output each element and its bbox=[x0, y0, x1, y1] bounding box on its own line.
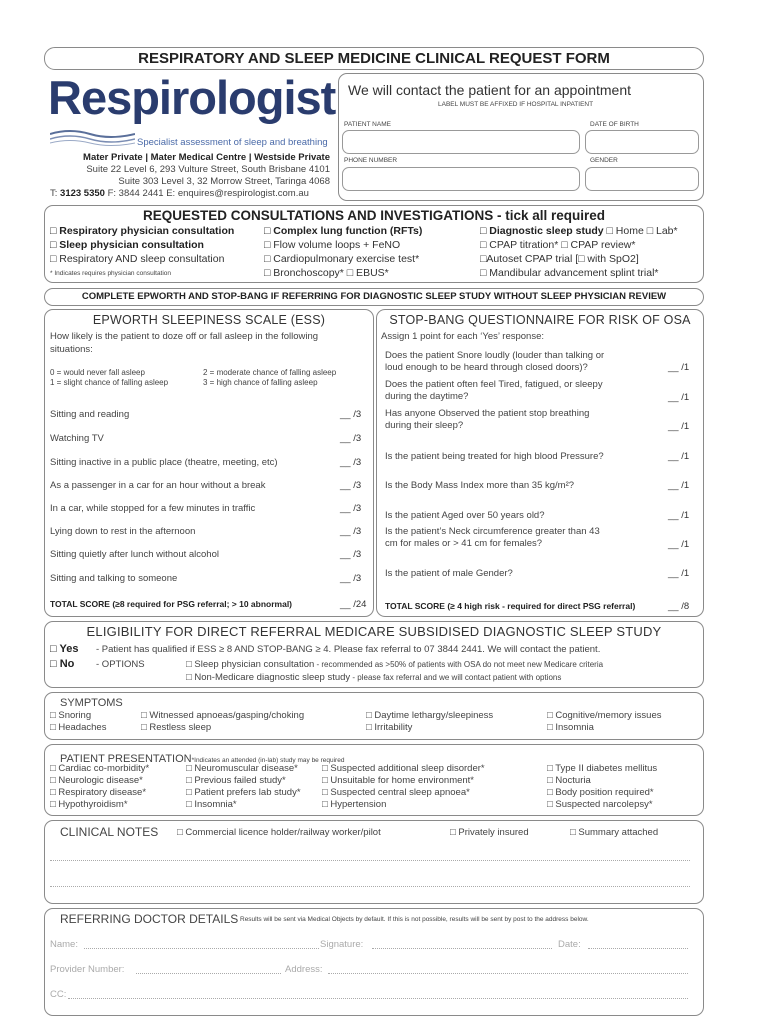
doctor-date-field[interactable] bbox=[588, 948, 688, 949]
notes-line[interactable] bbox=[50, 860, 690, 861]
doctor-note: Results will be sent via Medical Objects by default. If this is not possible, results will be sent by post to the address below. bbox=[240, 916, 589, 923]
presentation-item[interactable]: □ Previous failed study* bbox=[186, 775, 286, 786]
symptom-item[interactable]: □ Headaches bbox=[50, 722, 107, 733]
symptom-item[interactable]: □ Daytime lethargy/sleepiness bbox=[366, 710, 494, 721]
notes-line[interactable] bbox=[50, 886, 690, 887]
sb-score[interactable]: __ /1 bbox=[668, 568, 690, 579]
provider-label: Provider Number: bbox=[50, 964, 125, 975]
notes-option-commercial[interactable]: □ Commercial licence holder/railway worker/pilot bbox=[177, 827, 381, 838]
doctor-signature-field[interactable] bbox=[372, 948, 552, 949]
ess-item: Sitting quietly after lunch without alcohol bbox=[50, 549, 219, 560]
sb-question: Is the patient’s Neck circumference greater than 43 cm for males or > 41 cm for females? bbox=[385, 526, 600, 549]
patient-name-field[interactable] bbox=[342, 130, 580, 154]
ess-item: Sitting inactive in a public place (theatre, meeting, etc) bbox=[50, 457, 278, 468]
presentation-item[interactable]: □ Body position required* bbox=[547, 787, 654, 798]
req-note: * Indicates requires physician consultation bbox=[50, 270, 172, 277]
clinic-locations: Mater Private | Mater Medical Centre | Westside Private bbox=[83, 152, 330, 163]
presentation-item[interactable]: □ Type II diabetes mellitus bbox=[547, 763, 658, 774]
symptom-item[interactable]: □ Irritability bbox=[366, 722, 413, 733]
stopbang-title: STOP-BANG QUESTIONNAIRE FOR RISK OF OSA bbox=[389, 313, 691, 327]
ess-score[interactable]: __ /3 bbox=[340, 409, 362, 420]
req-bronch[interactable]: □ Bronchoscopy* □ EBUS* bbox=[264, 267, 389, 279]
sb-question: Is the patient Aged over 50 years old? bbox=[385, 510, 545, 521]
req-respiratory[interactable]: □ Respiratory physician consultation bbox=[50, 225, 235, 237]
req-both[interactable]: □ Respiratory AND sleep consultation bbox=[50, 253, 225, 265]
eligibility-title: ELIGIBILITY FOR DIRECT REFERRAL MEDICARE SUBSIDISED DIAGNOSTIC SLEEP STUDY bbox=[86, 624, 662, 639]
logo bbox=[48, 70, 335, 125]
page-title: RESPIRATORY AND SLEEP MEDICINE CLINICAL REQUEST FORM bbox=[138, 50, 610, 67]
ess-total-score[interactable]: __ /24 bbox=[340, 599, 367, 610]
req-cpet[interactable]: □ Cardiopulmonary exercise test* bbox=[264, 253, 420, 265]
sb-question: Does the patient Snore loudly (louder than talking or loud enough to be heard through closed doors)? bbox=[385, 350, 605, 373]
presentation-item[interactable]: □ Hypertension bbox=[322, 799, 387, 810]
ess-total-label: TOTAL SCORE (≥8 required for PSG referral; > 10 abnormal) bbox=[50, 599, 293, 609]
address-label: Address: bbox=[285, 964, 323, 975]
symptom-item[interactable]: □ Insomnia bbox=[547, 722, 594, 733]
doctor-name-label: Name: bbox=[50, 939, 78, 950]
symptom-item[interactable]: □ Cognitive/memory issues bbox=[547, 710, 662, 721]
presentation-item[interactable]: □ Neuromuscular disease* bbox=[186, 763, 298, 774]
presentation-title: PATIENT PRESENTATION*Indicates an attended (in-lab) study may be required bbox=[60, 753, 345, 765]
elig-no-text: - OPTIONS bbox=[96, 659, 145, 670]
ess-key-0: 0 = would never fall asleep bbox=[50, 368, 145, 377]
ess-score[interactable]: __ /3 bbox=[340, 433, 362, 444]
doctor-title: REFERRING DOCTOR DETAILS bbox=[60, 912, 239, 926]
sb-score[interactable]: __ /1 bbox=[668, 510, 690, 521]
clinic-address-1: Suite 22 Level 6, 293 Vulture Street, South Brisbane 4101 bbox=[86, 164, 330, 175]
elig-yes[interactable]: □ Yes bbox=[50, 643, 79, 655]
dob-label: DATE OF BIRTH bbox=[590, 121, 639, 128]
ess-score[interactable]: __ /3 bbox=[340, 526, 362, 537]
presentation-item[interactable]: □ Insomnia* bbox=[186, 799, 237, 810]
presentation-item[interactable]: □ Nocturia bbox=[547, 775, 591, 786]
presentation-item[interactable]: □ Unsuitable for home environment* bbox=[322, 775, 475, 786]
sb-score[interactable]: __ /1 bbox=[668, 539, 690, 550]
phone-field[interactable] bbox=[342, 167, 580, 191]
provider-field[interactable] bbox=[136, 973, 281, 974]
ess-item: As a passenger in a car for an hour without a break bbox=[50, 480, 266, 491]
elig-yes-text: - Patient has qualified if ESS ≥ 8 AND STOP-BANG ≥ 4. Please fax referral to 07 3844 2441. We will contact the patient. bbox=[96, 644, 601, 655]
symptom-item[interactable]: □ Restless sleep bbox=[141, 722, 212, 733]
logo-tagline: Specialist assessment of sleep and breathing bbox=[137, 137, 328, 148]
req-mas[interactable]: □ Mandibular advancement splint trial* bbox=[480, 267, 659, 279]
gender-field[interactable] bbox=[585, 167, 699, 191]
sb-score[interactable]: __ /1 bbox=[668, 421, 690, 432]
banner: COMPLETE EPWORTH AND STOP-BANG IF REFERRING FOR DIAGNOSTIC SLEEP STUDY WITHOUT SLEEP PHYSICIAN REVIEW bbox=[81, 291, 667, 302]
ess-item: In a car, while stopped for a few minutes in traffic bbox=[50, 503, 256, 514]
ess-score[interactable]: __ /3 bbox=[340, 457, 362, 468]
sb-question: Is the patient of male Gender? bbox=[385, 568, 513, 579]
req-cpap[interactable]: □ CPAP titration* □ CPAP review* bbox=[480, 239, 636, 251]
sb-score[interactable]: __ /1 bbox=[668, 392, 690, 403]
presentation-item[interactable]: □ Cardiac co-morbidity* bbox=[50, 763, 150, 774]
req-diag-sleep[interactable]: □ Diagnostic sleep study □ Home □ Lab* bbox=[480, 225, 678, 237]
clinic-contact: T: 3123 5350 F: 3844 2441 E: enquires@respirologist.com.au bbox=[50, 188, 309, 199]
sb-question: Is the patient being treated for high blood Pressure? bbox=[385, 451, 604, 462]
notes-title: CLINICAL NOTES bbox=[60, 825, 159, 839]
notes-option-insured[interactable]: □ Privately insured bbox=[450, 827, 529, 838]
sb-question: Is the Body Mass Index more than 35 kg/m²? bbox=[385, 480, 575, 491]
ess-item: Sitting and reading bbox=[50, 409, 130, 420]
ess-item: Lying down to rest in the afternoon bbox=[50, 526, 196, 537]
label-note: LABEL MUST BE AFFIXED IF HOSPITAL INPATIENT bbox=[438, 101, 594, 108]
presentation-item[interactable]: □ Hypothyroidism* bbox=[50, 799, 128, 810]
ess-score[interactable]: __ /3 bbox=[340, 480, 362, 491]
cc-field[interactable] bbox=[68, 998, 688, 999]
elig-option-1[interactable]: □ Sleep physician consultation - recommended as >50% of patients with OSA do not meet new Medicare criteria bbox=[186, 659, 604, 670]
clinic-address-2: Suite 303 Level 3, 32 Morrow Street, Taringa 4068 bbox=[118, 176, 330, 187]
sb-question: Does the patient often feel Tired, fatigued, or sleepy during the daytime? bbox=[385, 379, 603, 402]
ess-item: Sitting and talking to someone bbox=[50, 573, 178, 584]
notes-option-summary[interactable]: □ Summary attached bbox=[570, 827, 659, 838]
ess-intro-2: situations: bbox=[50, 344, 93, 355]
phone-label: PHONE NUMBER bbox=[344, 157, 398, 164]
req-autoset[interactable]: □Autoset CPAP trial [□ with SpO2] bbox=[480, 253, 639, 265]
sb-total-score[interactable]: __ /8 bbox=[668, 601, 690, 612]
logo-brand: Respirologist bbox=[48, 71, 336, 124]
presentation-item[interactable]: □ Neurologic disease* bbox=[50, 775, 143, 786]
req-flow[interactable]: □ Flow volume loops + FeNO bbox=[264, 239, 401, 251]
ess-title: EPWORTH SLEEPINESS SCALE (ESS) bbox=[92, 313, 326, 327]
gender-label: GENDER bbox=[590, 157, 618, 164]
dob-field[interactable] bbox=[585, 130, 699, 154]
ess-key-2: 2 = moderate chance of falling asleep bbox=[203, 368, 337, 377]
sb-score[interactable]: __ /1 bbox=[668, 362, 690, 373]
symptom-item[interactable]: □ Snoring bbox=[50, 710, 92, 721]
ess-score[interactable]: __ /3 bbox=[340, 503, 362, 514]
elig-no[interactable]: □ No bbox=[50, 658, 75, 670]
ess-item: Watching TV bbox=[50, 433, 104, 444]
sb-score[interactable]: __ /1 bbox=[668, 480, 690, 491]
logo-wave-icon bbox=[50, 128, 135, 146]
patient-name-label: PATIENT NAME bbox=[344, 121, 391, 128]
address-field[interactable] bbox=[328, 973, 688, 974]
doctor-signature-label: Signature: bbox=[320, 939, 364, 950]
doctor-name-field[interactable] bbox=[84, 948, 319, 949]
req-sleep[interactable]: □ Sleep physician consultation bbox=[50, 239, 204, 251]
symptom-item[interactable]: □ Witnessed apnoeas/gasping/choking bbox=[141, 710, 305, 721]
sb-question: Has anyone Observed the patient stop breathing during their sleep? bbox=[385, 408, 590, 431]
contact-note: We will contact the patient for an appointment bbox=[348, 82, 632, 98]
ess-score[interactable]: __ /3 bbox=[340, 573, 362, 584]
symptoms-title: SYMPTOMS bbox=[60, 697, 123, 709]
elig-option-2[interactable]: □ Non-Medicare diagnostic sleep study - please fax referral and we will contact patient with options bbox=[186, 672, 562, 683]
requested-title: REQUESTED CONSULTATIONS AND INVESTIGATIONS - tick all required bbox=[142, 208, 606, 223]
presentation-item[interactable]: □ Patient prefers lab study* bbox=[186, 787, 301, 798]
ess-score[interactable]: __ /3 bbox=[340, 549, 362, 560]
sb-score[interactable]: __ /1 bbox=[668, 451, 690, 462]
ess-key-1: 1 = slight chance of falling asleep bbox=[50, 378, 169, 387]
ess-key-3: 3 = high chance of falling asleep bbox=[203, 378, 318, 387]
cc-label: CC: bbox=[50, 989, 67, 1000]
ess-intro: How likely is the patient to doze off or fall asleep in the following bbox=[50, 331, 319, 342]
presentation-item[interactable]: □ Respiratory disease* bbox=[50, 787, 147, 798]
doctor-date-label: Date: bbox=[558, 939, 581, 950]
req-rft[interactable]: □ Complex lung function (RFTs) bbox=[264, 225, 423, 237]
stopbang-intro: Assign 1 point for each ‘Yes’ response: bbox=[381, 331, 545, 342]
presentation-item[interactable]: □ Suspected additional sleep disorder* bbox=[322, 763, 485, 774]
presentation-item[interactable]: □ Suspected narcolepsy* bbox=[547, 799, 653, 810]
sb-total-label: TOTAL SCORE (≥ 4 high risk - required for direct PSG referral) bbox=[385, 601, 636, 611]
presentation-item[interactable]: □ Suspected central sleep apnoea* bbox=[322, 787, 470, 798]
